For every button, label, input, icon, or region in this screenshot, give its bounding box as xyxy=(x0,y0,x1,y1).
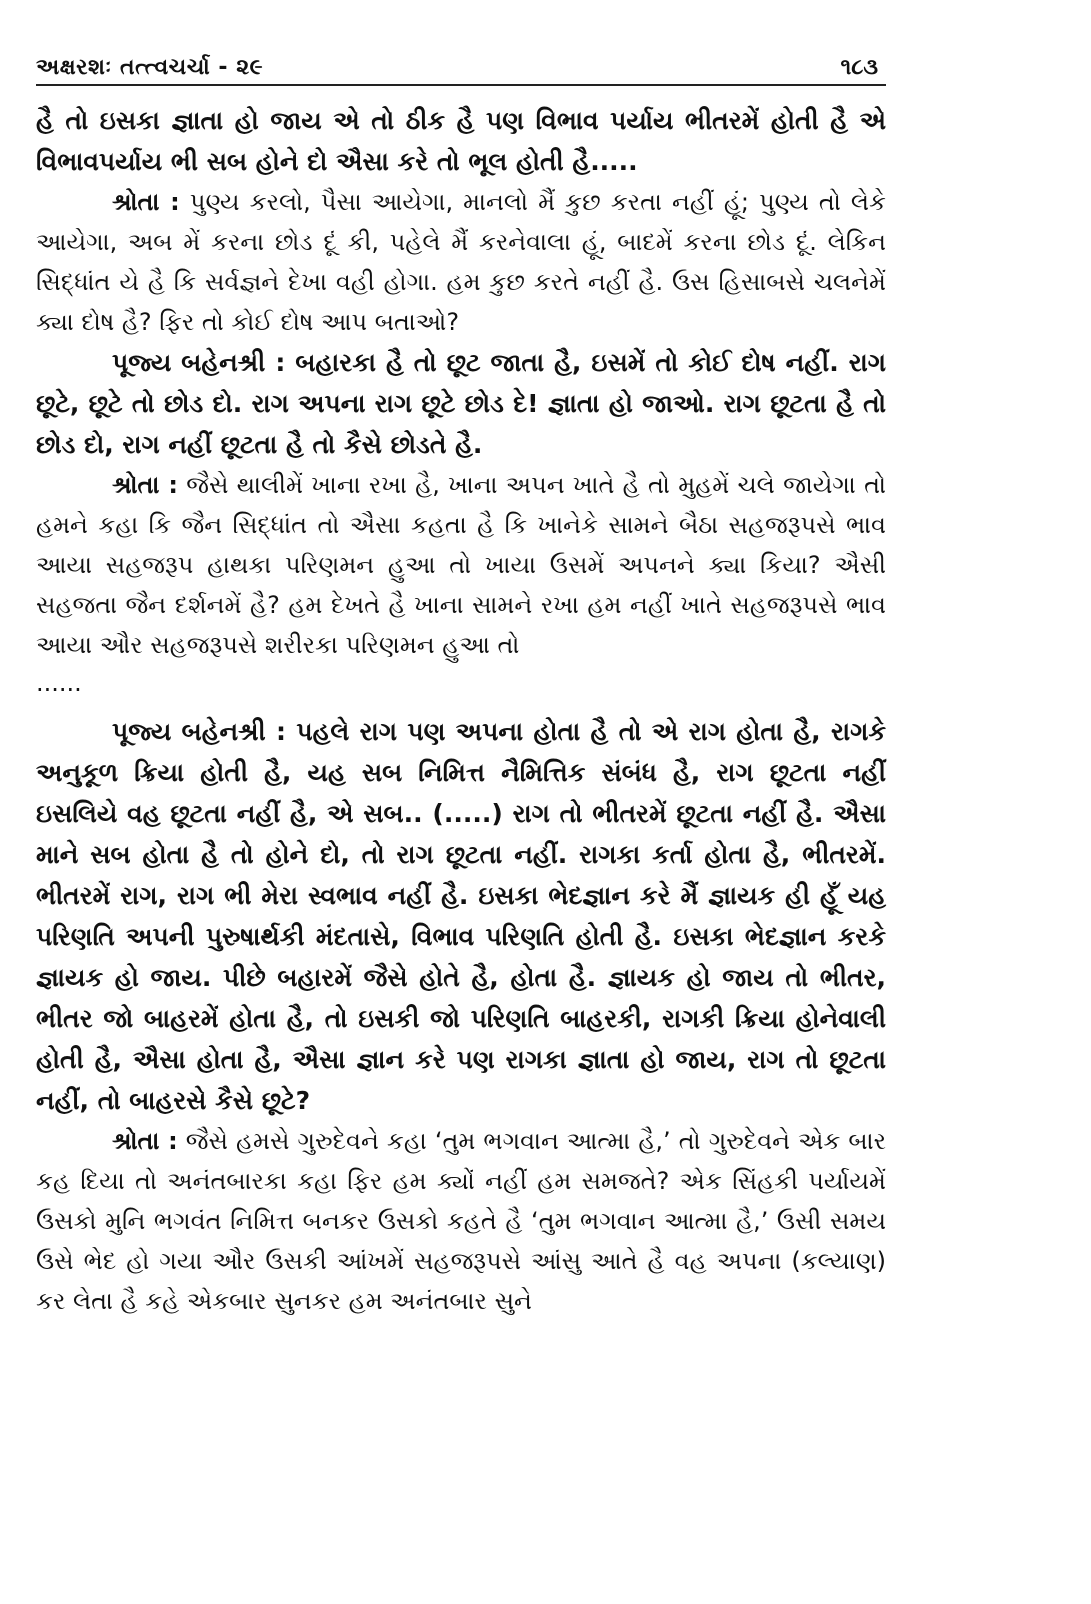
paragraph-text: પુણ્ય કરલો, પૈસા આયેગા, માનલો મૈં કુછ કરતા નહીં હૂં; પુણ્ય તો લેકે આયેગા, અબ મેં કરના છોડ દૂં કી, પહેલે મૈં કરનેવાલા હૂં, બાદમેં કરના છોડ દૂં. લેકિન સિદ્ધાંત યે હૈ કિ સર્વજ્ઞને દેખા વહી હોગા. હમ કુછ કરતે નહીં હૈ. ઉસ હિસાબસે ચલનેમેં ક્યા દોષ હૈ? ફિર તો કોઈ દોષ આપ બતાઓ? xyxy=(36,188,886,336)
speaker-label: શ્રોતા : xyxy=(112,188,180,216)
paragraph-listener-2 xyxy=(36,465,886,665)
page-body xyxy=(36,100,886,1321)
speaker-label: શ્રોતા : xyxy=(112,471,178,499)
page-header xyxy=(36,44,886,86)
running-title: અક્ષરશઃ તત્ત્વચર્ચા - ૨૯ xyxy=(36,55,264,80)
paragraph-bahenshri-2 xyxy=(36,711,886,1121)
paragraph-listener-3 xyxy=(36,1121,886,1321)
paragraph-listener-1 xyxy=(36,182,886,342)
paragraph-ellipsis: ...... xyxy=(36,669,82,697)
document-page xyxy=(36,44,886,1321)
paragraph-text: બહારકા હૈ તો છૂટ જાતા હૈ, ઇસમેં તો કોઈ દોષ નહીં. રાગ છૂટે, છૂટે તો છોડ દો. રાગ અપના રાગ છૂટે છોડ દે! જ્ઞાતા હો જાઓ. રાગ છૂટતા હૈ તો છોડ દો, રાગ નહીં છૂટતા હૈ તો કૈસે છોડતે હૈ. xyxy=(36,348,886,459)
paragraph-text: જૈસે થાલીમેં ખાના રખા હૈ, ખાના અપન ખાતે હૈ તો મુહમેં ચલે જાયેગા તો હમને કહા કિ જૈન સિદ્ધાંત તો ઐસા કહતા હૈ કિ ખાનેકે સામને બૈઠા સહજરૂપસે ભાવ આયા સહજરૂપ હાથકા પરિણમન હુઆ તો ખાયા ઉસમેં અપનને ક્યા કિયા? ઐસી સહજતા જૈન દર્શનમેં હૈ? હમ દેખતે હૈ ખાના સામને રખા હમ નહીં ખાતે સહજરૂપસે ભાવ આયા ઔર સહજરૂપસે શરીરકા પરિણમન હુઆ તો xyxy=(36,471,886,659)
speaker-label: પૂજ્ય બહેનશ્રી : xyxy=(112,717,287,746)
paragraph-text: પહલે રાગ પણ અપના હોતા હૈ તો એ રાગ હોતા હૈ, રાગકે અનુકૂળ ક્રિયા હોતી હૈ, યહ સબ નિમિત્ત નૈમિત્તિક સંબંધ હૈ, રાગ છૂટતા નહીં ઇસલિયે વહ છૂટતા નહીં હૈ, એ સબ.. (.....) રાગ તો ભીતરમેં છૂટતા નહીં હૈ. ઐસા માને સબ હોતા હૈ તો હોને દો, તો રાગ છૂટતા નહીં. રાગકા કર્તા હોતા હૈ, ભીતરમેં. ભીતરમેં રાગ, રાગ ભી મેરા સ્વભાવ નહીં હૈ. ઇસકા ભેદજ્ઞાન કરે મૈં જ્ઞાયક હી હૂઁ યહ પરિણતિ અપની પુરુષાર્થકી મંદતાસે, વિભાવ પરિણતિ હોતી હૈ. ઇસકા ભેદજ્ઞાન કરકે જ્ઞાયક હો જાય. પીછે બહારમેં જૈસે હોતે હૈ, હોતા હૈ. જ્ઞાયક હો જાય તો ભીતર, ભીતર જો બાહરમેં હોતા હૈ, તો ઇસકી જો પરિણતિ બાહરકી, રાગકી ક્રિયા હોનેવાલી હોતી હૈ, ઐસા હોતા હૈ, ઐસા જ્ઞાન કરે પણ રાગકા જ્ઞાતા હો જાય, રાગ તો છૂટતા નહીં, તો બાહરસે કૈસે છૂટે? xyxy=(36,717,886,1115)
paragraph-text: જૈસે હમસે ગુરુદેવને કહા ‘તુમ ભગવાન આત્મા હૈ,’ તો ગુરુદેવને એક બાર કહ દિયા તો અનંતબારકા કહા ફિર હમ ક્યોં નહીં હમ સમજતે? એક સિંહકી પર્યાયમેં ઉસકો મુનિ ભગવંત નિમિત્ત બનકર ઉસકો કહતે હૈ ‘તુમ ભગવાન આત્મા હૈ,’ ઉસી સમય ઉસે ભેદ હો ગયા ઔર ઉસકી આંખમેં સહજરૂપસે આંસુ આતે હૈ વહ અપના (કલ્યાણ) કર લેતા હૈ કહે એકબાર સુનકર હમ અનંતબાર સુને xyxy=(36,1127,886,1315)
page-number: ૧૮૩ xyxy=(840,55,878,80)
speaker-label: શ્રોતા : xyxy=(112,1127,178,1155)
paragraph-bahenshri-1 xyxy=(36,342,886,465)
speaker-label: પૂજ્ય બહેનશ્રી : xyxy=(112,348,286,377)
paragraph-text: હૈ તો ઇસકા જ્ઞાતા હો જાય એ તો ઠીક હૈ પણ વિભાવ પર્યાય ભીતરમેં હોતી હૈ એ વિભાવપર્યાય ભી સબ હોને દો ઐસા કરે તો ભૂલ હોતી હૈ..... xyxy=(36,106,886,176)
paragraph-continuation xyxy=(36,100,886,182)
